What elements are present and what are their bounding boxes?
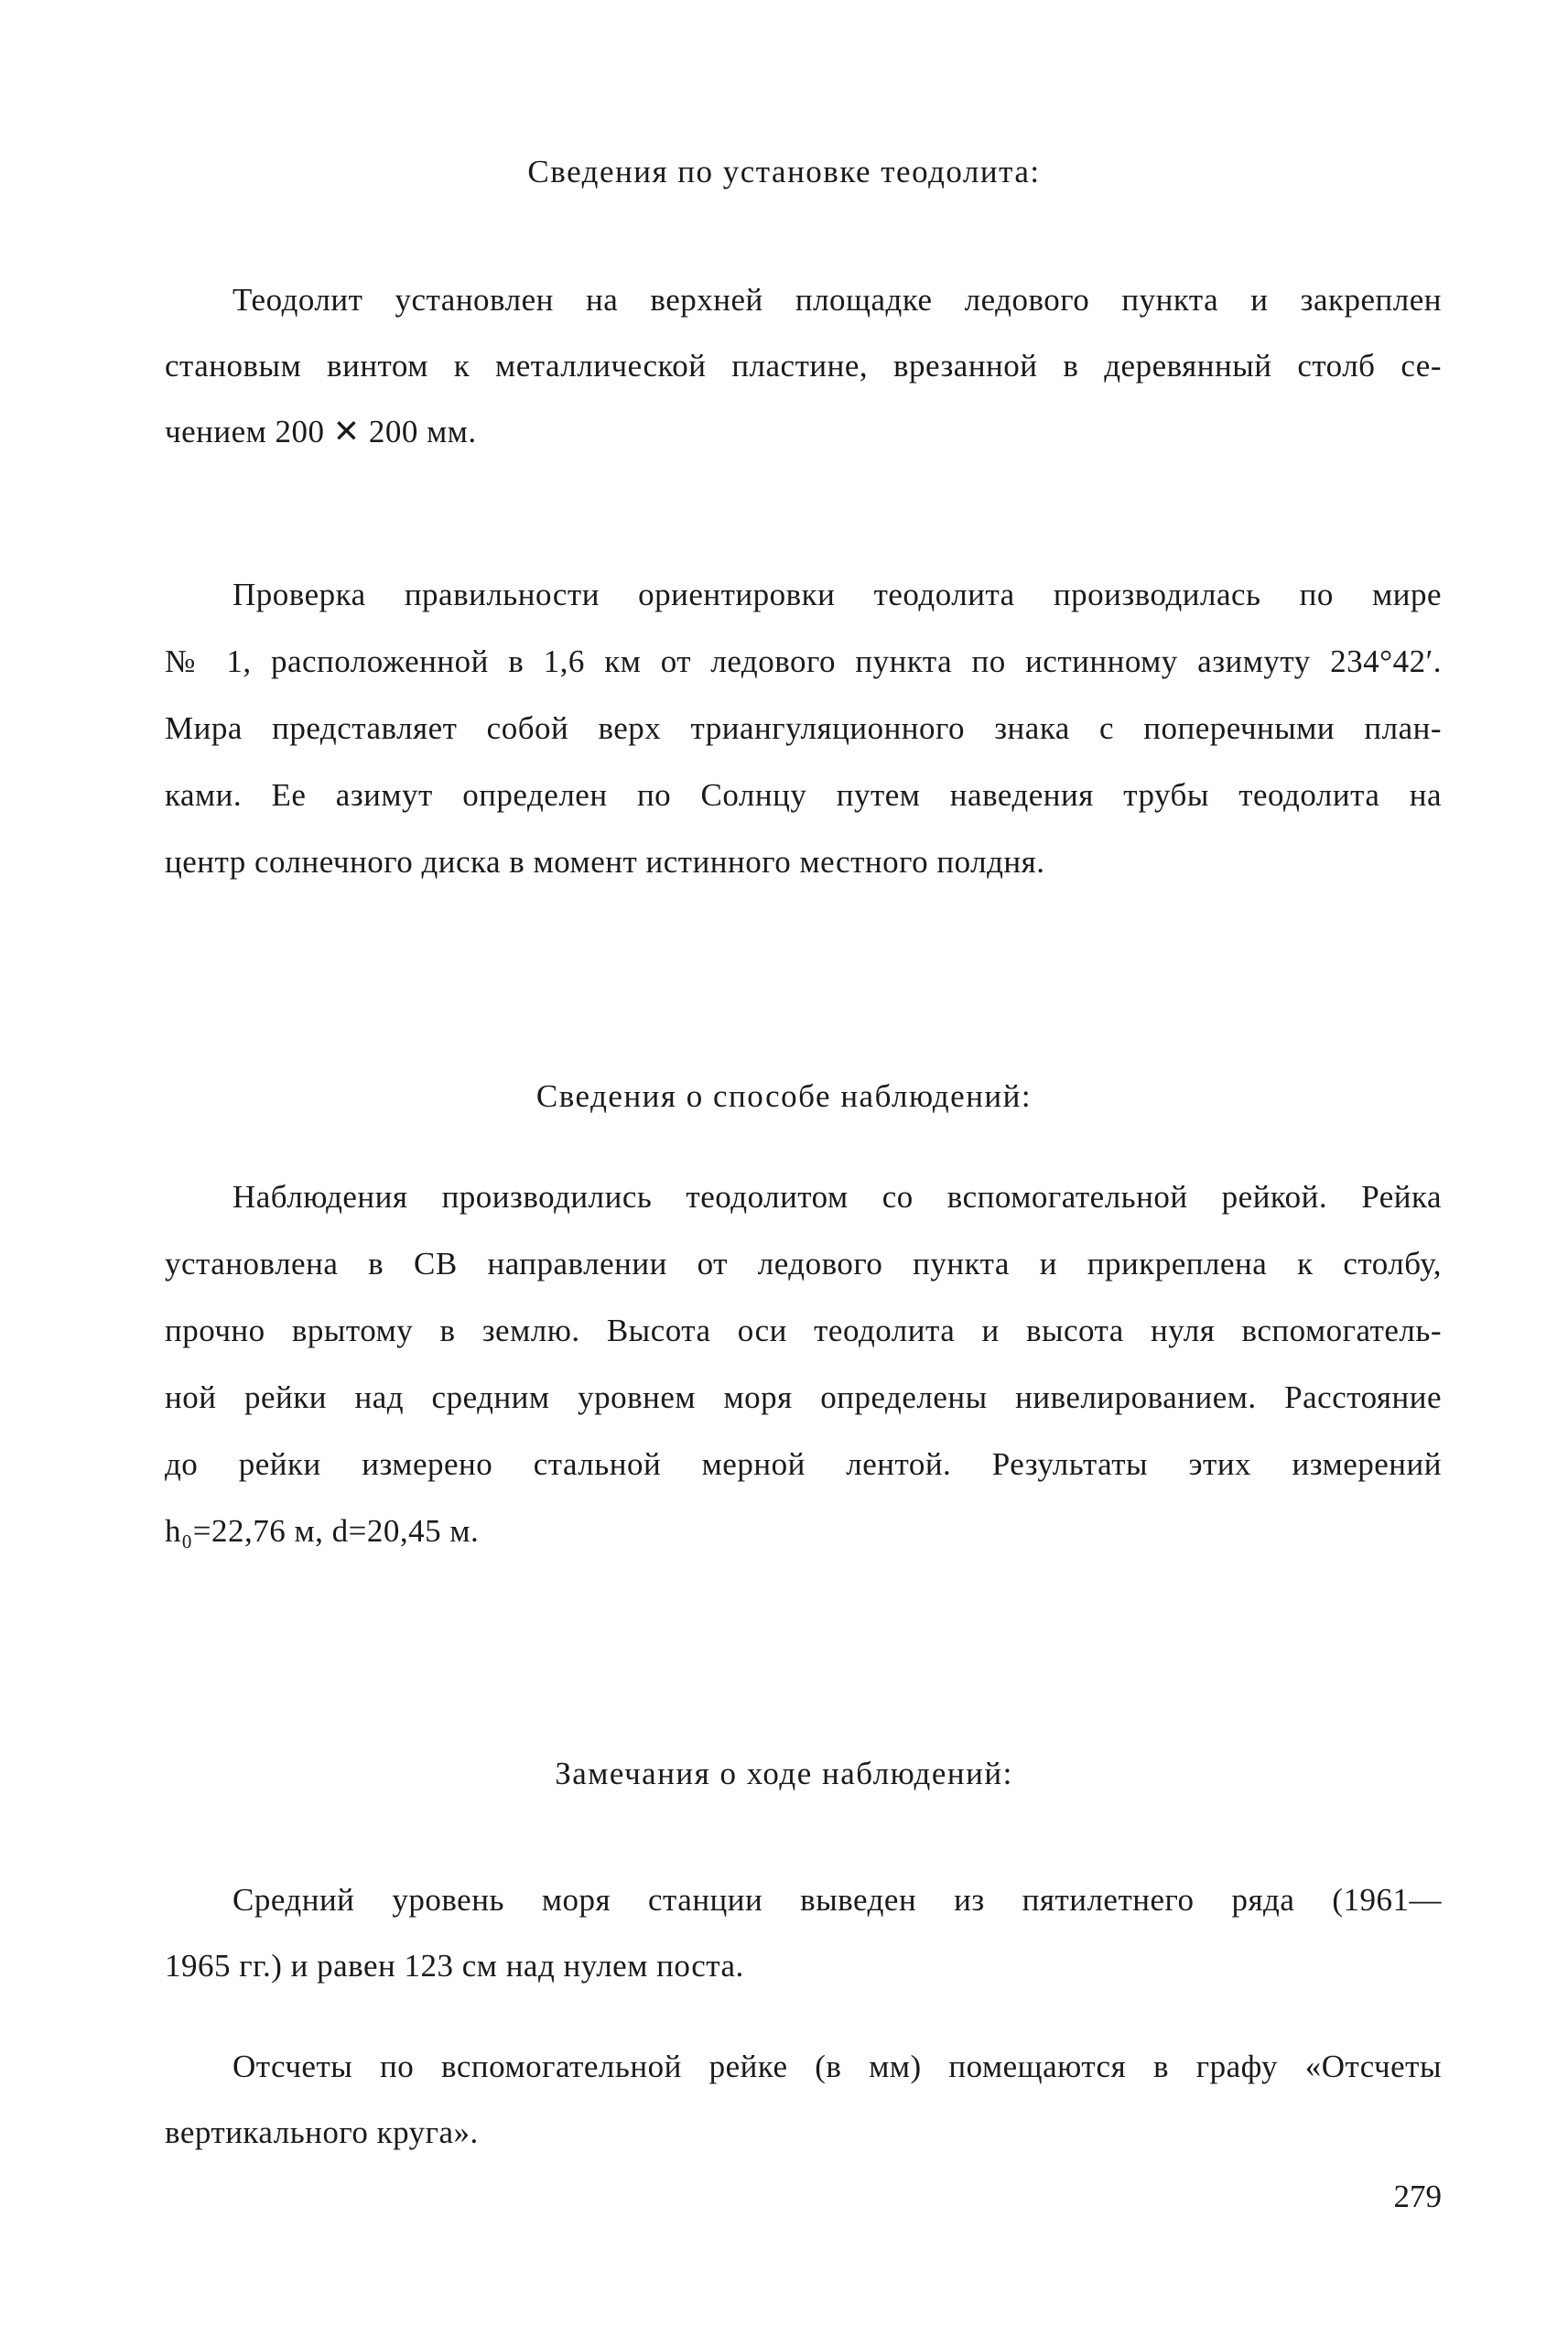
text-line: Теодолит установлен на верхней площадке ледового пункта и закреплен (232, 282, 1442, 318)
text-line: чением 200 ✕ 200 мм. (165, 414, 477, 449)
text-line: Мира представляет собой верх триангуляционного знака с поперечными план- (165, 710, 1442, 746)
section-heading-observation-method: Сведения о способе наблюдений: (535, 1078, 1033, 1114)
text-line: Отсчеты по вспомогательной рейке (в мм) помещаются в графу «Отсчеты (232, 2049, 1442, 2084)
text-line: Проверка правильности ориентировки теодолита производилась по мире (232, 577, 1442, 612)
text-line: ками. Ее азимут определен по Солнцу путем наведения трубы теодолита на (165, 777, 1442, 813)
text-line: 1965 гг.) и равен 123 см над нулем поста. (165, 1948, 744, 1984)
text-line: прочно врытому в землю. Высота оси теодолита и высота нуля вспомогатель- (165, 1313, 1442, 1348)
page-number: 279 (1393, 2179, 1442, 2214)
text-line: Наблюдения производились теодолитом со вспомогательной рейкой. Рейка (232, 1179, 1442, 1215)
text-line: установлена в СВ направлении от ледового пункта и прикреплена к столбу, (165, 1246, 1442, 1281)
text-line: центр солнечного диска в момент истинного местного полдня. (165, 844, 1045, 880)
section-heading-theodolite-setup: Сведения по установке теодолита: (527, 154, 1041, 189)
text-line: № 1, расположенной в 1,6 км от ледового пункта по истинному азимуту 234°42′. (165, 643, 1442, 679)
text-line: вертикального круга». (165, 2114, 479, 2150)
text-line: Средний уровень моря станции выведен из пятилетнего ряда (1961— (232, 1882, 1442, 1918)
text-line-measurements: h₀=22,76 м, d=20,45 м. (165, 1513, 480, 1549)
text-line: ной рейки над средним уровнем моря определены нивелированием. Расстояние (165, 1379, 1442, 1415)
text-line: становым винтом к металлической пластине, врезанной в деревянный столб се- (165, 348, 1442, 384)
text-line: до рейки измерено стальной мерной лентой. Результаты этих измерений (165, 1446, 1442, 1482)
section-heading-observation-notes: Замечания о ходе наблюдений: (555, 1756, 1013, 1791)
